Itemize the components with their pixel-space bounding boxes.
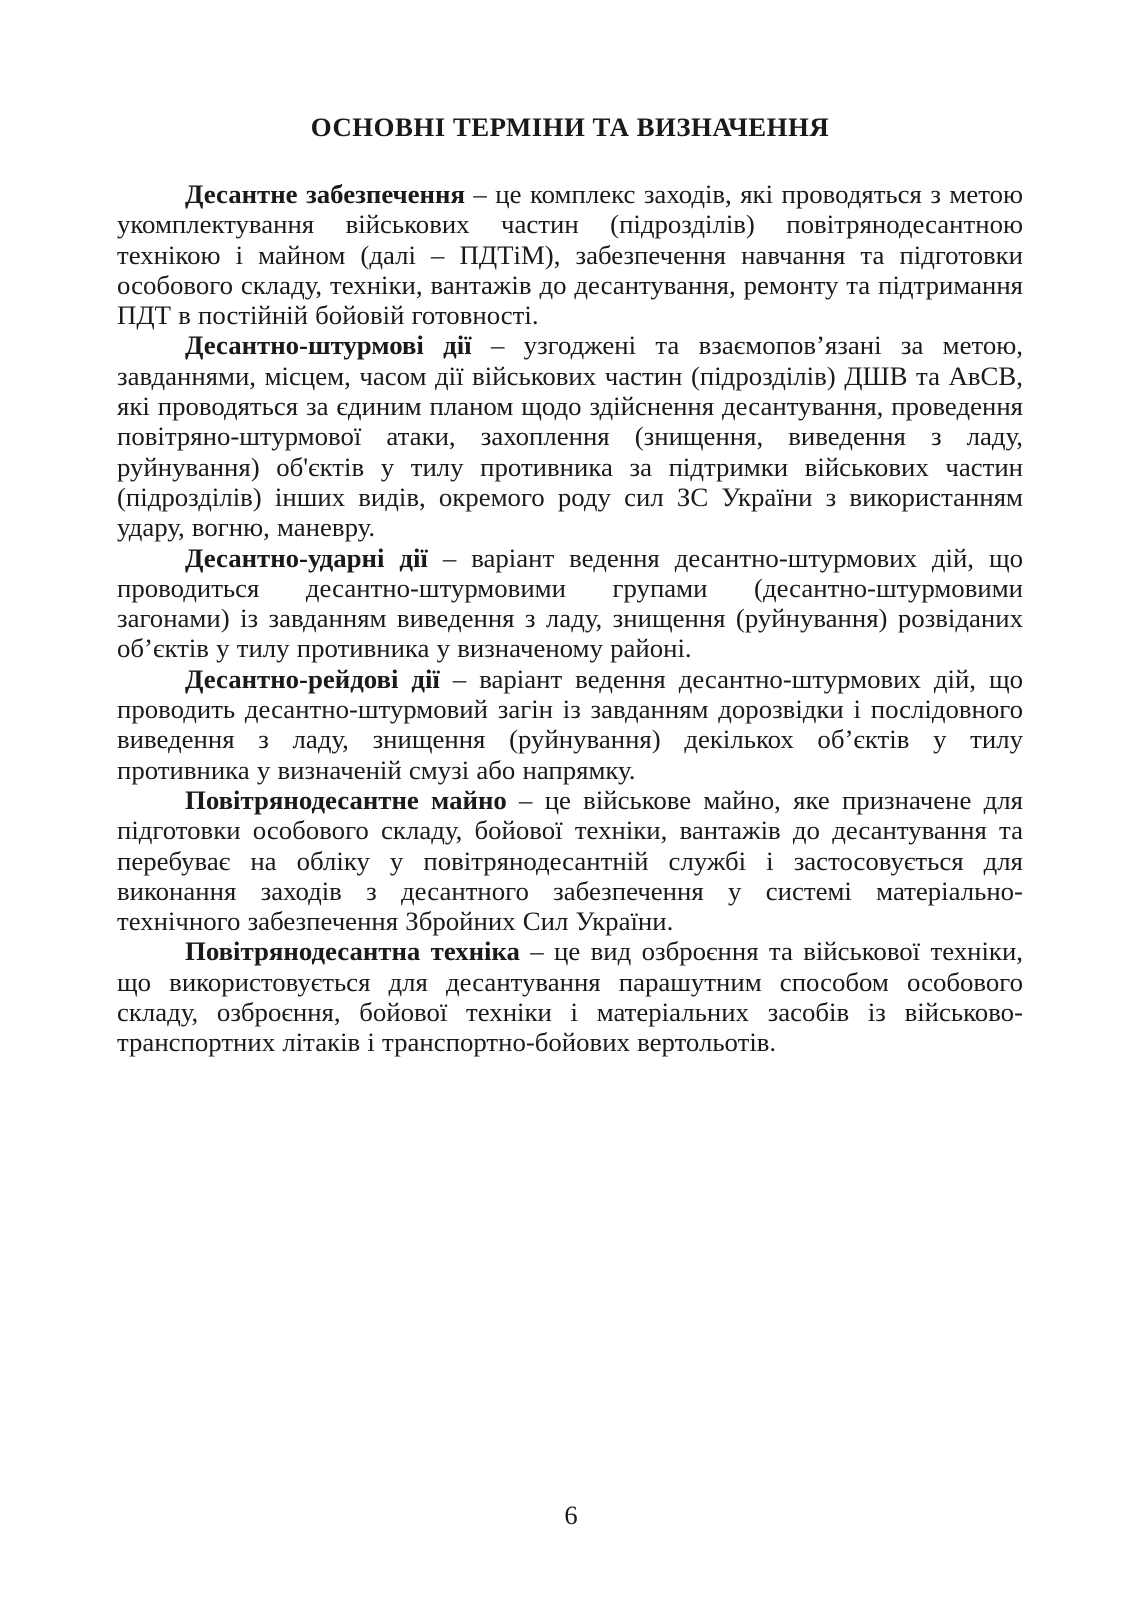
term-label: Десантно-штурмові дії (185, 330, 472, 361)
term-label: Повітрянодесантна техніка (185, 936, 520, 967)
definition-paragraph-landing-raid-actions (117, 664, 1023, 785)
definition-paragraph-airborne-property (117, 785, 1023, 936)
definition-paragraph-airborne-equipment (117, 936, 1023, 1057)
term-label: Повітрянодесантне майно (185, 784, 507, 815)
page-title: ОСНОВНІ ТЕРМІНИ ТА ВИЗНАЧЕННЯ (310, 112, 830, 142)
term-label: Десантне забезпечення (185, 179, 465, 209)
page-number: 6 (564, 1500, 578, 1530)
definition-text: – варіант ведення десантно-штурмових дій, що проводиться десантно-штурмовими групами (десантно-штурмовими загонами) із завданням виведення з ладу, знищення (руйнування) розвіданих об’єктів у тилу противника у визначеному районі. (117, 542, 1023, 664)
definition-paragraph-air-assault-actions (117, 330, 1023, 542)
term-label: Десантно-рейдові дії (185, 663, 440, 694)
definition-paragraph-landing-strike-actions (117, 543, 1023, 664)
definition-text: – це вид озброєння та військової техніки, що використовується для десантування парашутним способом особового складу, озброєння, бойової техніки і матеріальних засобів із військово-транспортних літаків і транспортно-бойових вертольотів. (117, 936, 1023, 1058)
definition-paragraph-landing-support (117, 179, 1023, 330)
definition-text: – це військове майно, яке призначене для підготовки особового складу, бойової техніки, вантажів до десантування та перебуває на обліку у повітрянодесантній службі і застосовується для виконання заходів з десантного забезпечення у системі матеріально-технічного забезпечення Збройних Сил України. (117, 784, 1023, 937)
definition-text: – узгоджені та взаємопов’язані за метою, завданнями, місцем, часом дії військових частин (підрозділів) ДШВ та АвСВ, які проводяться за єдиним планом щодо здійснення десантування, проведення повітряно-штурмової атаки, захоплення (знищення, виведення з ладу, руйнування) об'єктів у тилу противника за підтримки військових частин (підрозділів) інших видів, окремого роду сил ЗС України з використанням удару, вогню, маневру. (117, 330, 1023, 543)
term-label: Десантно-ударні дії (185, 542, 428, 573)
definition-text: – варіант ведення десантно-штурмових дій, що проводить десантно-штурмовий загін із завданням дорозвідки і послідовного виведення з ладу, знищення (руйнування) декількох об’єктів у тилу противника у визначеній смузі або напрямку. (117, 663, 1023, 785)
definition-text: – це комплекс заходів, які проводяться з метою укомплектування військових частин (підрозділів) повітрянодесантною технікою і майном (далі – ПДТіМ), забезпечення навчання та підготовки особового складу, техніки, вантажів до десантування, ремонту та підтримання ПДТ в постійній бойовій готовності. (117, 179, 1024, 331)
text-block (117, 0, 1023, 1058)
